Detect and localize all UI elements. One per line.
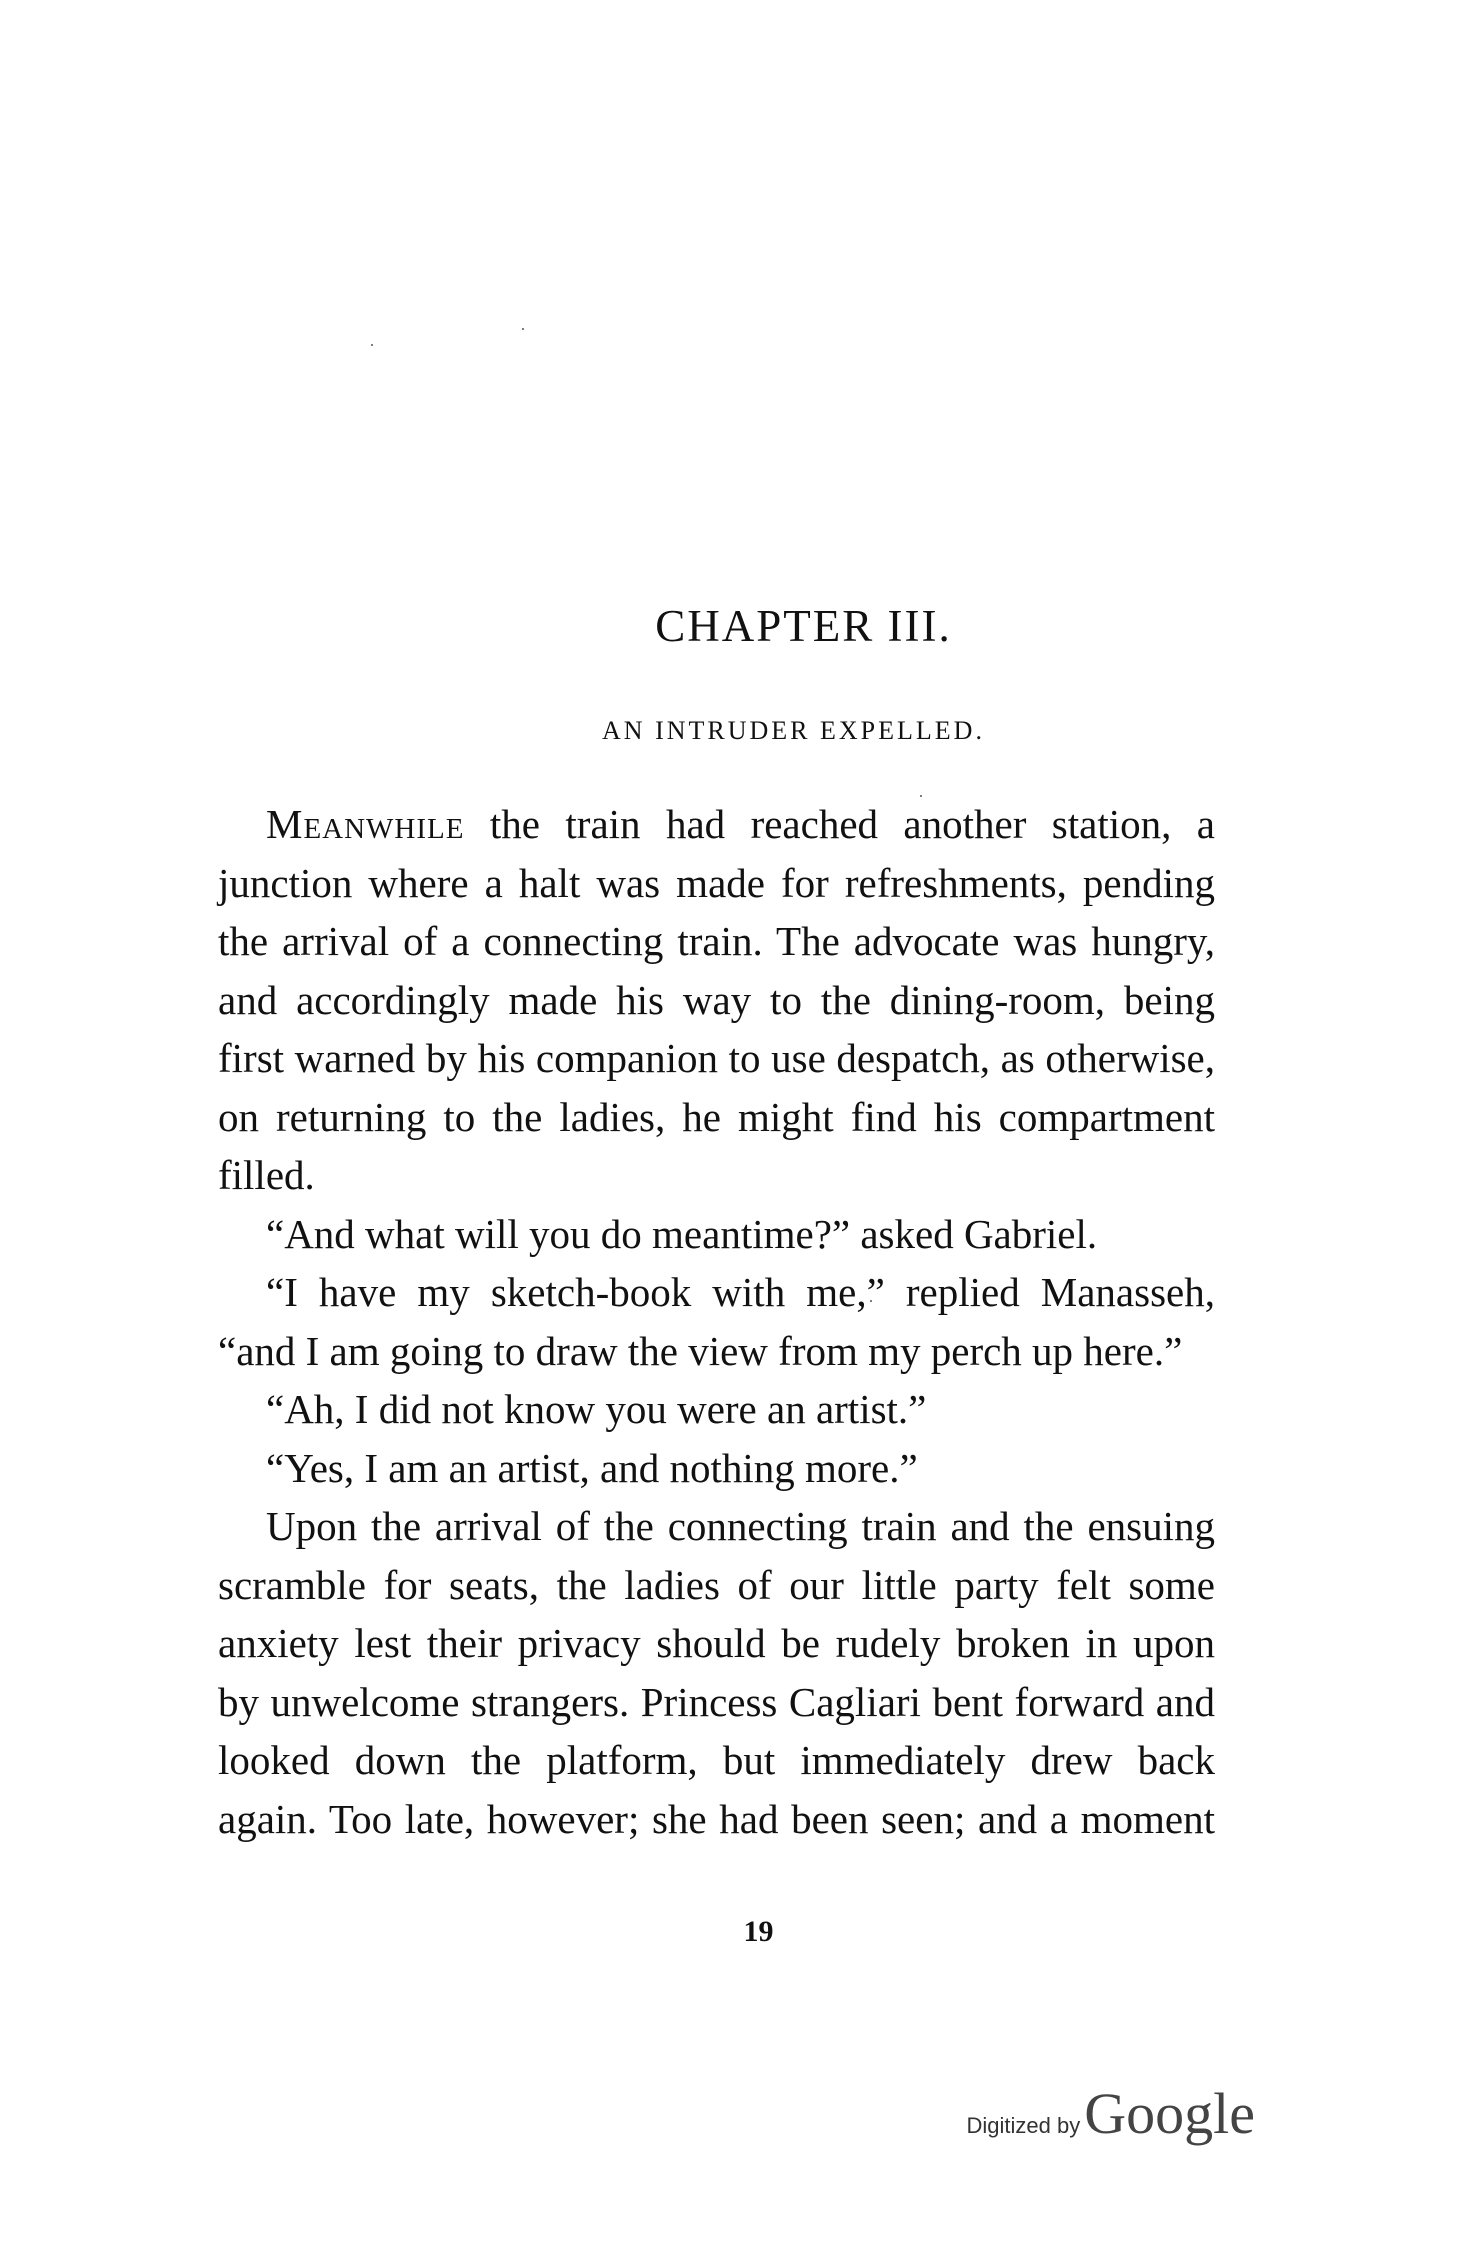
paragraph: “And what will you do meantime?” asked Gabriel. bbox=[266, 1210, 1098, 1257]
paragraph: “I have my sketch-book with me,” replied Manasseh, “and I am going to draw the view from my perch up here.” bbox=[218, 1269, 1215, 1374]
body-text bbox=[218, 795, 1215, 1848]
paragraph: Upon the arrival of the connecting train and the ensuing scramble for seats, the ladies of our little party felt some anxiety lest their privacy should be rudely broken in upon by unwelcome strangers. Princess Cagliari bent forward and looked down the platform, but immediately drew back again. Too late, however; she had been seen; and a moment bbox=[218, 1503, 1215, 1842]
paragraph-lead-word: Meanwhile bbox=[266, 801, 465, 847]
paragraph-text: the train had reached another station, a junction where a halt was made for refreshments, pending the arrival of a connecting train. The advocate was hungry, and accordingly made his way to the dining-room, being first warned by his companion to use despatch, as otherwise, on returning to the ladies, he might find his compartment filled. bbox=[218, 801, 1215, 1198]
google-logo: Google bbox=[1084, 2081, 1255, 2146]
chapter-title: CHAPTER III. bbox=[655, 601, 952, 651]
paragraph: “Yes, I am an artist, and nothing more.” bbox=[266, 1444, 918, 1491]
scan-speck bbox=[522, 328, 524, 330]
paragraph: “Ah, I did not know you were an artist.” bbox=[266, 1386, 927, 1432]
chapter-subtitle: AN INTRUDER EXPELLED. bbox=[602, 716, 985, 745]
scan-speck bbox=[371, 344, 373, 346]
digitized-watermark bbox=[967, 2080, 1255, 2147]
paragraph bbox=[218, 795, 1215, 1205]
watermark-prefix: Digitized by bbox=[966, 2113, 1081, 2138]
page-number: 19 bbox=[743, 1915, 774, 1948]
